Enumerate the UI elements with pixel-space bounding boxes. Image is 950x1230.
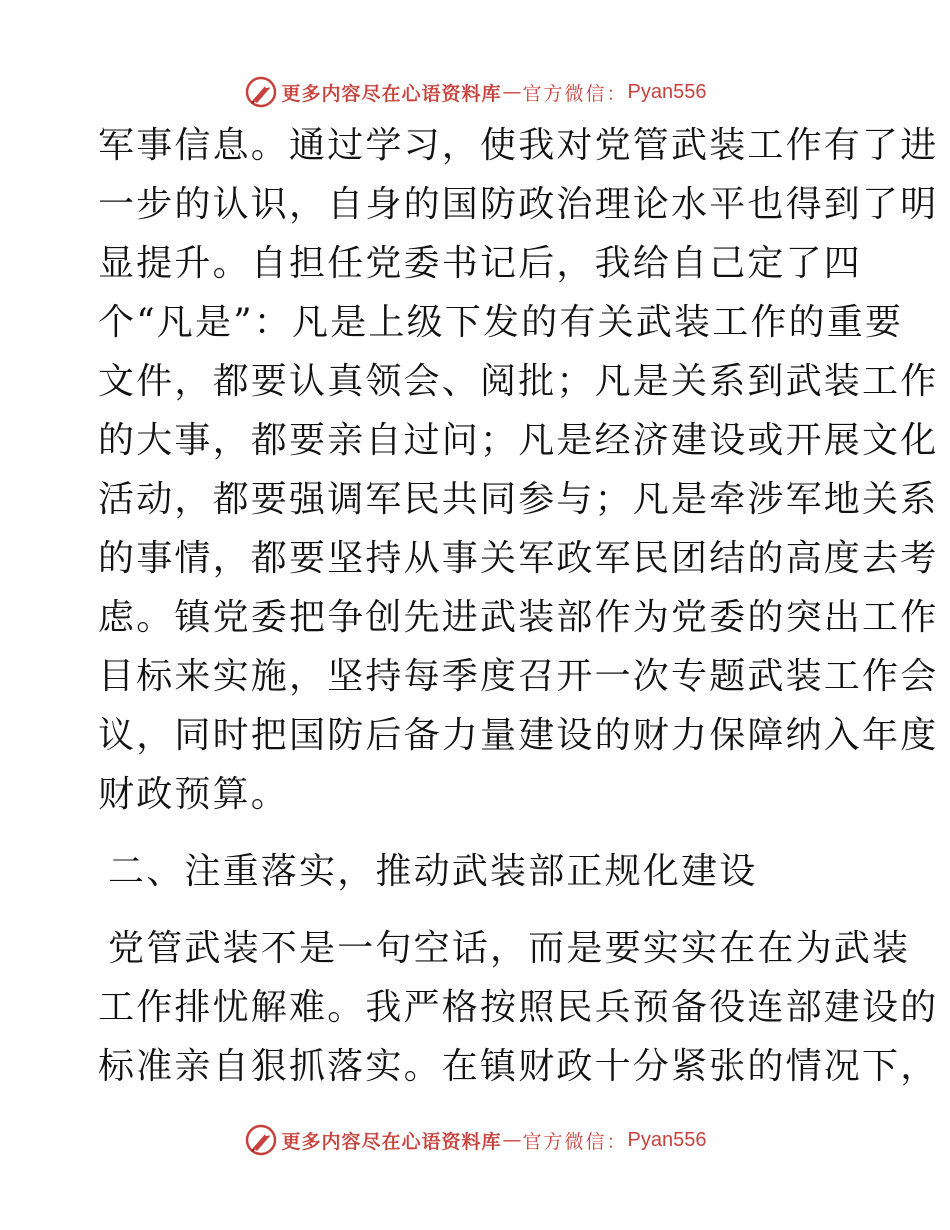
document-body bbox=[98, 116, 939, 1096]
footer-dash: — bbox=[502, 1129, 522, 1151]
footer-brand: 更多内容尽在心语资料库 bbox=[281, 1130, 502, 1153]
header-watermark-text bbox=[282, 79, 707, 106]
footer-wechat-label: 官方微信： bbox=[522, 1130, 628, 1153]
section-heading: 二、注重落实，推动武装部正规化建设 bbox=[108, 851, 758, 892]
text-line: 工作排忧解难。我严格按照民兵预备役连部建设的 bbox=[98, 987, 939, 1028]
header-wechat-label: 官方微信： bbox=[522, 82, 628, 105]
text-line: 的大事，都要亲自过问；凡是经济建设或开展文化 bbox=[98, 420, 939, 461]
header-dash: — bbox=[502, 81, 522, 103]
text-line: 一步的认识，自身的国防政治理论水平也得到了明 bbox=[98, 184, 939, 225]
header-brand: 更多内容尽在心语资料库 bbox=[281, 82, 502, 105]
text-line: 军事信息。通过学习，使我对党管武装工作有了进 bbox=[98, 125, 939, 166]
text-line: 议，同时把国防后备力量建设的财力保障纳入年度 bbox=[98, 715, 939, 756]
text-line: 文件，都要认真领会、阅批；凡是关系到武装工作 bbox=[98, 361, 939, 402]
header-wechat-id: Pyan556 bbox=[627, 80, 707, 103]
paragraph-1 bbox=[98, 116, 939, 824]
paragraph-2 bbox=[98, 919, 939, 1096]
text-line: 目标来实施，坚持每季度召开一次专题武装工作会 bbox=[98, 656, 939, 697]
pen-logo-icon bbox=[244, 1123, 278, 1157]
text-line: 显提升。自担任党委书记后，我给自己定了四 bbox=[98, 243, 863, 284]
text-line: 财政预算。 bbox=[98, 774, 290, 815]
header-watermark-banner bbox=[0, 72, 950, 112]
text-line: 标准亲自狠抓落实。在镇财政十分紧张的情况下， bbox=[98, 1046, 939, 1087]
text-line: 虑。镇党委把争创先进武装部作为党委的突出工作 bbox=[98, 597, 939, 638]
footer-watermark-text bbox=[282, 1127, 707, 1154]
text-line: 活动，都要强调军民共同参与；凡是牵涉军地关系 bbox=[98, 479, 939, 520]
text-line: 的事情，都要坚持从事关军政军民团结的高度去考 bbox=[98, 538, 939, 579]
footer-watermark-banner bbox=[0, 1120, 950, 1160]
text-line: 个“凡是”：凡是上级下发的有关武装工作的重要 bbox=[98, 302, 904, 343]
text-line: 党管武装不是一句空话，而是要实实在在为武装 bbox=[108, 928, 911, 969]
footer-wechat-id: Pyan556 bbox=[627, 1128, 707, 1151]
pen-logo-icon bbox=[244, 75, 278, 109]
